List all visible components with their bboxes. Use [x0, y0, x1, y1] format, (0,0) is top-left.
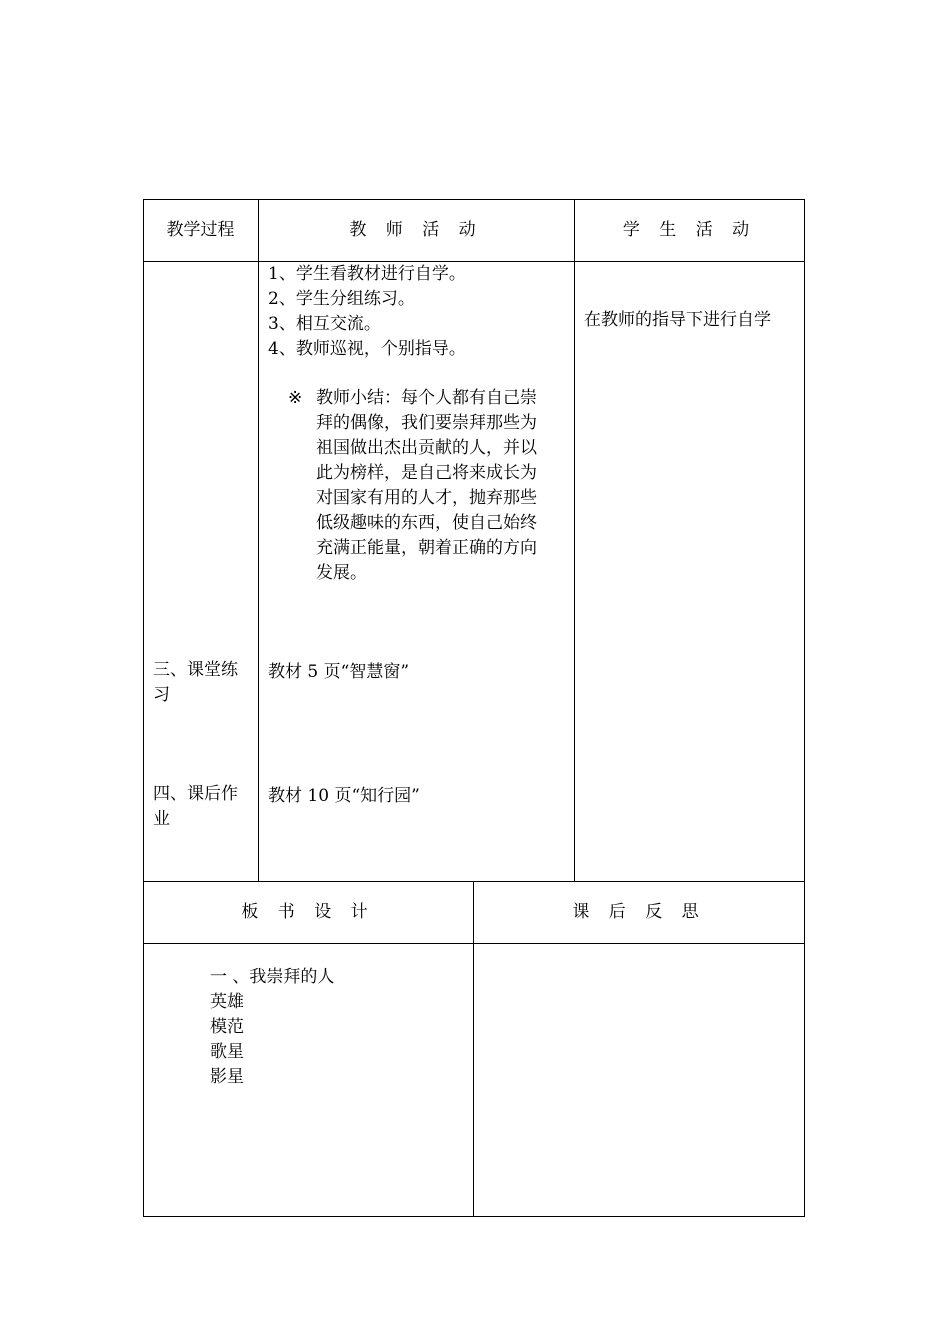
- section-three-content: 教材 5 页“智慧窗”: [268, 662, 410, 682]
- header-teacher-activity: 教 师 活 动: [349, 220, 483, 240]
- section-divider: [143, 881, 805, 882]
- teacher-step: 4、教师巡视，个别指导。: [268, 339, 466, 359]
- summary-text: [316, 386, 568, 586]
- reference-mark-icon: ※: [288, 388, 303, 408]
- header-board-design: 板 书 设 计: [241, 902, 375, 922]
- section-three-label-line: 三、课堂练: [153, 660, 238, 680]
- summary-line: 拜的偶像，我们要崇拜那些为: [316, 413, 537, 433]
- teacher-steps-list: [268, 262, 466, 362]
- summary-line: 教师小结：每个人都有自己崇: [316, 388, 537, 408]
- header-student-activity: 学 生 活 动: [622, 220, 757, 240]
- column-divider-bottom: [473, 881, 474, 1217]
- teacher-step: 1、学生看教材进行自学。: [268, 264, 466, 284]
- board-design-list: [210, 965, 334, 1090]
- section-three-label: [153, 658, 238, 708]
- column-divider-2: [574, 199, 575, 882]
- column-divider-1: [258, 199, 259, 882]
- board-item: 模范: [210, 1017, 244, 1037]
- teacher-summary: [288, 386, 573, 596]
- header-reflection: 课 后 反 思: [572, 902, 706, 922]
- summary-line: 此为榜样，是自己将来成长为: [316, 463, 537, 483]
- summary-line: 充满正能量，朝着正确的方向: [316, 538, 537, 558]
- section-three-label-line: 习: [153, 685, 170, 705]
- section-four-content: 教材 10 页“知行园”: [268, 786, 420, 806]
- board-item: 影星: [210, 1067, 244, 1087]
- bottom-header-divider: [143, 943, 805, 944]
- board-item: 英雄: [210, 992, 244, 1012]
- board-heading: 一 、我崇拜的人: [210, 967, 335, 987]
- section-four-label-line: 四、课后作: [153, 784, 238, 804]
- board-item: 歌星: [210, 1042, 244, 1062]
- section-four-label: [153, 782, 238, 832]
- teacher-step: 2、学生分组练习。: [268, 289, 415, 309]
- section-four-label-line: 业: [153, 809, 170, 829]
- teacher-step: 3、相互交流。: [268, 314, 381, 334]
- summary-line: 发展。: [316, 563, 367, 583]
- summary-line: 低级趣味的东西，使自己始终: [316, 513, 537, 533]
- header-process: 教学过程: [166, 220, 235, 240]
- student-activity-text: 在教师的指导下进行自学: [584, 310, 771, 330]
- summary-line: 祖国做出杰出贡献的人，并以: [316, 438, 537, 458]
- header-divider: [143, 261, 805, 262]
- summary-line: 对国家有用的人才，抛弃那些: [316, 488, 537, 508]
